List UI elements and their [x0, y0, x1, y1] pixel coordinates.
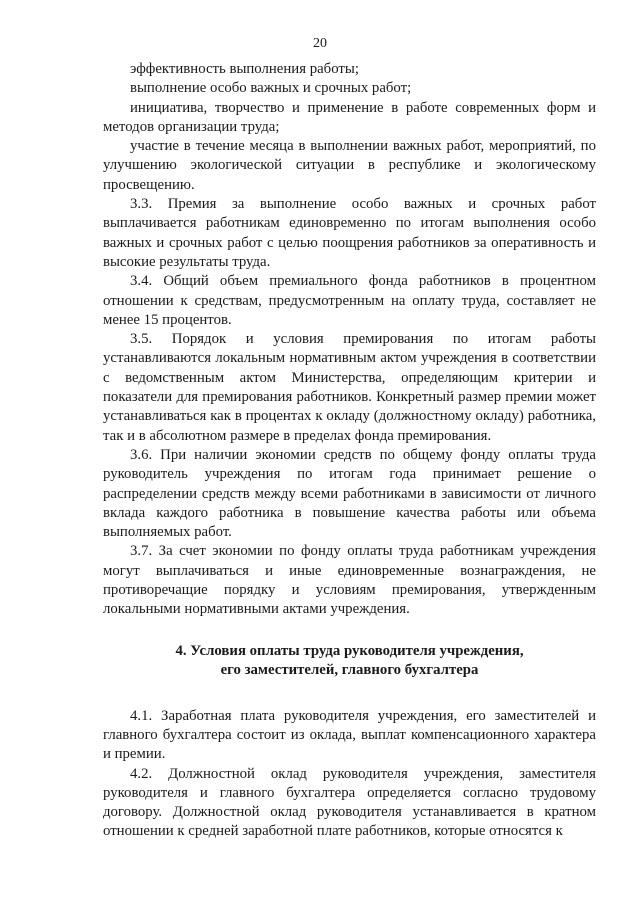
clause-3-7: 3.7. За счет экономии по фонду оплаты труда работникам учреждения могут выплачиваться и иные единовременные вознаграждения, не противоречащие порядку и условиям премирования, утвержденным локальными нормативными актами учреждения. [103, 543, 596, 618]
list-item-initiative: инициатива, творчество и применение в работе современных форм и методов организации труда; [103, 99, 596, 135]
section-heading-line-1: 4. Условия оплаты труда руководителя учреждения, [175, 642, 524, 659]
clause-4-2: 4.2. Должностной оклад руководителя учреждения, заместителя руководителя и главного бухгалтера определяется согласно трудовому договору. Должностной оклад руководителя устанавливается в кратном отношении к средней заработной плате работников, которые относятся к [103, 765, 596, 840]
list-item-participation: участие в течение месяца в выполнении важных работ, мероприятий, по улучшению экологической ситуации в республике и экологическому просвещению. [103, 138, 596, 193]
section-heading-line-2: его заместителей, главного бухгалтера [220, 661, 479, 678]
list-item-efficiency: эффективность выполнения работы; [130, 61, 359, 77]
list-item-urgent-work: выполнение особо важных и срочных работ; [130, 80, 412, 97]
document-body [103, 60, 596, 842]
section-heading [103, 642, 596, 680]
clause-3-3: 3.3. Премия за выполнение особо важных и срочных работ выплачивается работникам единовременно по итогам выполнения особо важных и срочных работ с целью поощрения работников за оперативность и высокие результаты труда. [103, 196, 596, 270]
clause-3-6: 3.6. При наличии экономии средств по общему фонду оплаты труда руководитель учреждения по итогам года принимает решение о распределении средств между всеми работниками в зависимости от личного вклада каждого работника в повышение качества работы или объема выполняемых работ. [103, 446, 596, 541]
page-number: 20 [313, 36, 327, 51]
clause-3-5: 3.5. Порядок и условия премирования по итогам работы устанавливаются локальным нормативным актом учреждения в соответствии с ведомственным актом Министерства, определяющим критерии и показатели для премирования работников. Конкретный размер премии может устанавливаться как в процентах к окладу (должностному окладу) работника, так и в абсолютном размере в пределах фонда премирования. [103, 331, 596, 444]
clause-3-4: 3.4. Общий объем премиального фонда работников в процентном отношении к средствам, предусмотренным на оплату труда, составляет не менее 15 процентов. [103, 273, 596, 328]
clause-4-1: 4.1. Заработная плата руководителя учреждения, его заместителей и главного бухгалтера состоит из оклада, выплат компенсационного характера и премии. [103, 707, 596, 763]
